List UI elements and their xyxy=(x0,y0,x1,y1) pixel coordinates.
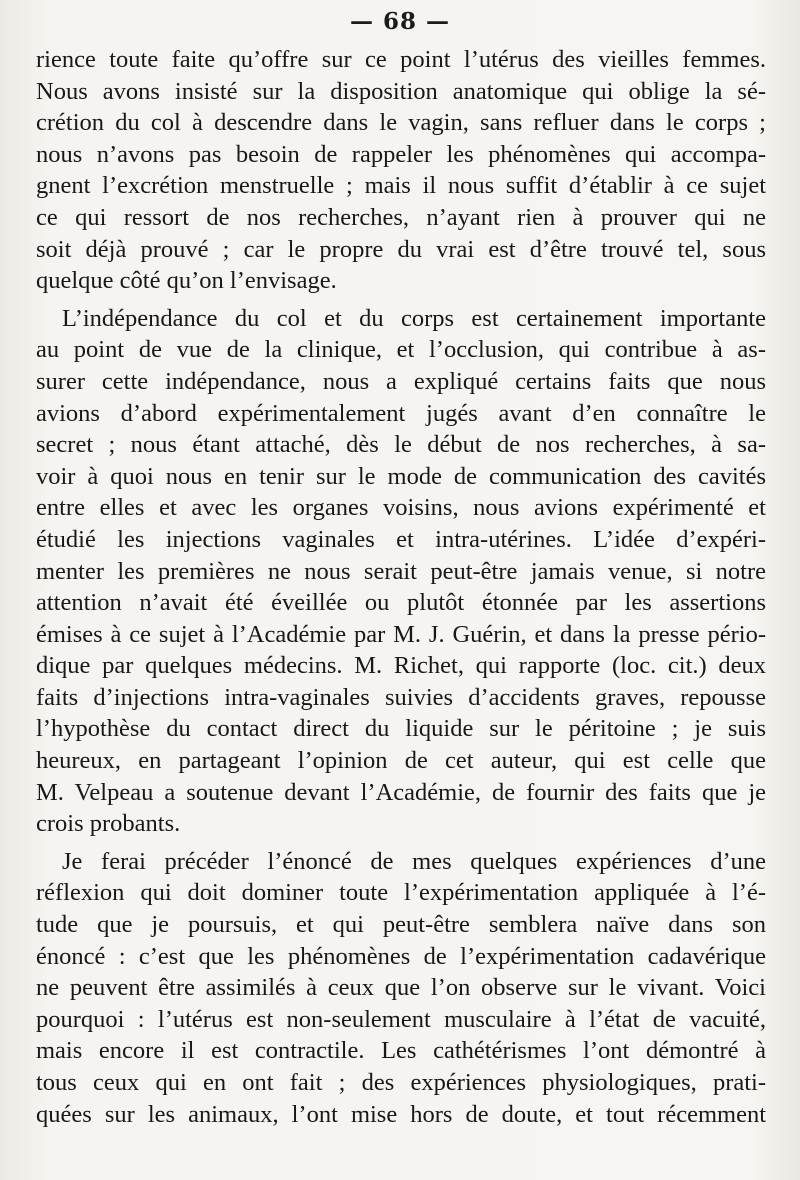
text-line: nous n’avons pas besoin de rappeler les phénomènes qui accompa- xyxy=(36,140,766,168)
text-line: au point de vue de la clinique, et l’occlusion, qui contribue à as- xyxy=(36,336,766,364)
text-line: avions d’abord expérimentalement jugés avant d’en connaître le xyxy=(36,399,766,427)
text-line: étudié les injections vaginales et intra-utérines. L’idée d’expéri- xyxy=(36,525,766,553)
text-line: tude que je poursuis, et qui peut-être semblera naïve dans son xyxy=(36,911,766,939)
text-line: dique par quelques médecins. M. Richet, qui rapporte (loc. cit.) deux xyxy=(36,652,766,680)
text-line: crois probants. xyxy=(36,810,181,838)
body-text xyxy=(36,44,766,1130)
text-line: attention n’avait été éveillée ou plutôt étonnée par les assertions xyxy=(36,589,766,617)
text-line: soit déjà prouvé ; car le propre du vrai est d’être trouvé tel, sous xyxy=(36,235,766,263)
text-line: entre elles et avec les organes voisins, nous avions expérimenté et xyxy=(36,494,766,522)
paragraph-2 xyxy=(36,303,766,840)
text-line: mais encore il est contractile. Les cathétérismes l’ont démontré à xyxy=(36,1037,766,1065)
text-line: énoncé : c’est que les phénomènes de l’expérimentation cadavérique xyxy=(36,942,766,970)
text-line: heureux, en partageant l’opinion de cet auteur, qui est celle que xyxy=(36,747,766,775)
text-line: tous ceux qui en ont fait ; des expériences physiologiques, prati- xyxy=(36,1069,766,1096)
text-line: faits d’injections intra-vaginales suivies d’accidents graves, repousse xyxy=(36,683,766,711)
text-line: quelque côté qu’on l’envisage. xyxy=(36,267,337,295)
text-line: Nous avons insisté sur la disposition anatomique qui oblige la sé- xyxy=(36,77,766,105)
text-line: ce qui ressort de nos recherches, n’ayant rien à prouver qui ne xyxy=(36,203,766,231)
text-line: secret ; nous étant attaché, dès le début de nos recherches, à sa- xyxy=(36,431,766,459)
text-line: Je ferai précéder l’énoncé de mes quelques expériences d’une xyxy=(62,847,766,875)
text-line: réflexion qui doit dominer toute l’expérimentation appliquée à l’é- xyxy=(36,879,766,907)
text-line: menter les premières ne nous serait peut-être jamais venue, si notre xyxy=(36,557,766,585)
text-line: ne peuvent être assimilés à ceux que l’on observe sur le vivant. Voici xyxy=(36,974,766,1002)
text-line: surer cette indépendance, nous a expliqué certains faits que nous xyxy=(36,367,766,395)
text-line: M. Velpeau a soutenue devant l’Académie, de fournir des faits que je xyxy=(36,778,766,806)
text-line: émises à ce sujet à l’Académie par M. J. Guérin, et dans la presse pério- xyxy=(36,620,766,648)
text-line: rience toute faite qu’offre sur ce point l’utérus des vieilles femmes. xyxy=(36,46,766,73)
page-number: — 68 — xyxy=(349,8,451,35)
text-line: gnent l’excrétion menstruelle ; mais il nous suffit d’établir à ce sujet xyxy=(36,172,766,200)
paragraph-3 xyxy=(36,846,766,1130)
text-line: pourquoi : l’utérus est non-seulement musculaire à l’état de vacuité, xyxy=(36,1005,766,1033)
text-line: quées sur les animaux, l’ont mise hors de doute, et tout récemment xyxy=(36,1100,766,1128)
text-line: L’indépendance du col et du corps est certainement importante xyxy=(62,304,766,332)
paragraph-1 xyxy=(36,44,766,297)
text-line: voir à quoi nous en tenir sur le mode de communication des cavités xyxy=(36,462,766,490)
text-line: crétion du col à descendre dans le vagin, sans refluer dans le corps ; xyxy=(36,109,766,137)
text-line: l’hypothèse du contact direct du liquide sur le péritoine ; je suis xyxy=(36,715,766,743)
